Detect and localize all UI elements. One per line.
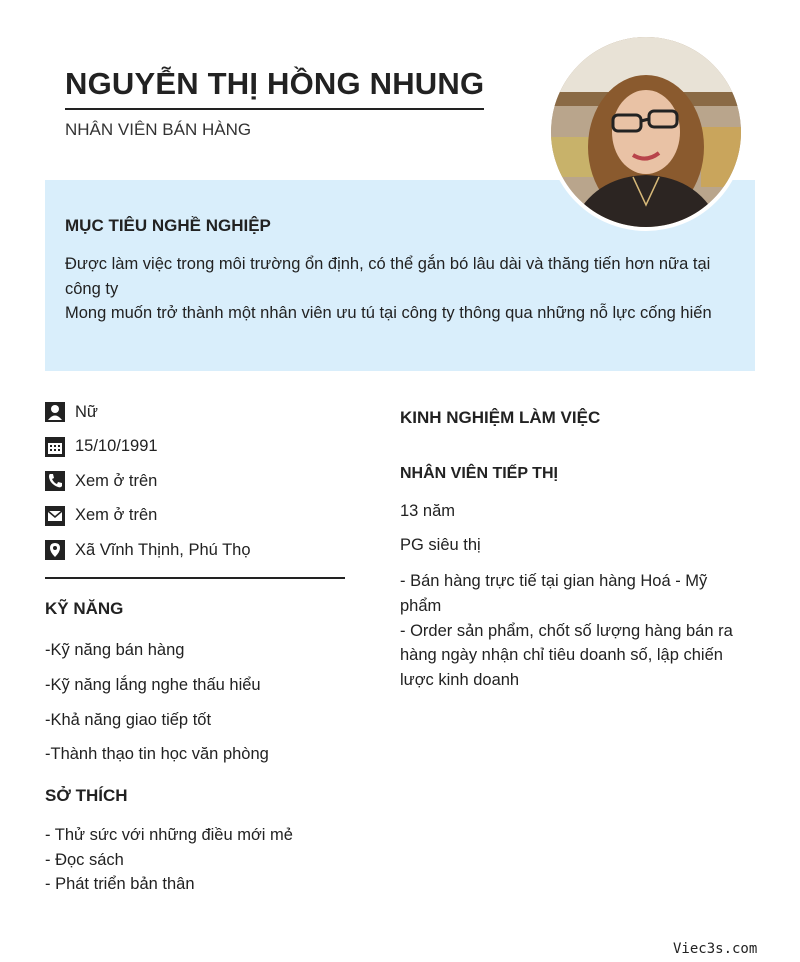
hobbies-heading: SỞ THÍCH — [45, 786, 128, 805]
experience-description-line: - Order sản phẩm, chốt số lượng hàng bán ra hàng ngày nhận chỉ tiêu doanh số, lập chiến lược kinh doanh — [400, 621, 733, 690]
experience-company: PG siêu thị — [400, 536, 481, 554]
skill-item: -Kỹ năng lắng nghe thấu hiểu — [45, 675, 261, 694]
experience-description — [400, 569, 750, 693]
skill-item: -Kỹ năng bán hàng — [45, 641, 185, 659]
person-icon — [45, 402, 65, 422]
location-pin-icon — [45, 540, 65, 560]
job-title: NHÂN VIÊN BÁN HÀNG — [65, 120, 252, 139]
contact-gender — [45, 395, 345, 430]
contact-email — [45, 499, 345, 534]
experience-description-line: - Bán hàng trực tiế tại gian hàng Hoá - Mỹ phẩm — [400, 572, 708, 615]
watermark: Viec3s.com — [673, 941, 758, 957]
contact-text: Xã Vĩnh Thịnh, Phú Thọ — [75, 540, 251, 559]
avatar — [547, 33, 745, 231]
hobbies-list — [45, 823, 293, 897]
contact-birthday — [45, 430, 345, 465]
hobby-item: - Đọc sách — [45, 850, 124, 869]
skills-heading: KỸ NĂNG — [45, 599, 124, 618]
objective-line: Được làm việc trong môi trường ổn định, có thể gắn bó lâu dài và thăng tiến hơn nữa tại công ty — [65, 255, 711, 298]
calendar-icon — [45, 437, 65, 457]
contact-list — [45, 395, 345, 568]
hobby-item: - Phát triển bản thân — [45, 875, 195, 893]
skill-item: -Khả năng giao tiếp tốt — [45, 710, 212, 729]
phone-icon — [45, 471, 65, 491]
experience-duration: 13 năm — [400, 502, 456, 520]
objective-heading: MỤC TIÊU NGHỀ NGHIỆP — [65, 216, 271, 235]
objective-line: Mong muốn trở thành một nhân viên ưu tú tại công ty thông qua những nỗ lực cống hiến — [65, 304, 712, 322]
contact-phone — [45, 464, 345, 499]
contact-text: 15/10/1991 — [75, 437, 158, 456]
candidate-name: NGUYỄN THỊ HỒNG NHUNG — [65, 66, 484, 110]
contact-text: Xem ở trên — [75, 506, 158, 525]
skill-item: -Thành thạo tin học văn phòng — [45, 745, 269, 764]
section-divider — [45, 577, 345, 579]
hobby-item: - Thử sức với những điều mới mẻ — [45, 826, 293, 844]
experience-heading: KINH NGHIỆM LÀM VIỆC — [400, 408, 601, 427]
skills-list — [45, 637, 269, 776]
mail-icon — [45, 506, 65, 526]
contact-address — [45, 533, 345, 568]
objective-text — [65, 252, 735, 326]
contact-text: Nữ — [75, 402, 98, 421]
contact-text: Xem ở trên — [75, 471, 158, 490]
experience-position: NHÂN VIÊN TIẾP THỊ — [400, 465, 558, 482]
